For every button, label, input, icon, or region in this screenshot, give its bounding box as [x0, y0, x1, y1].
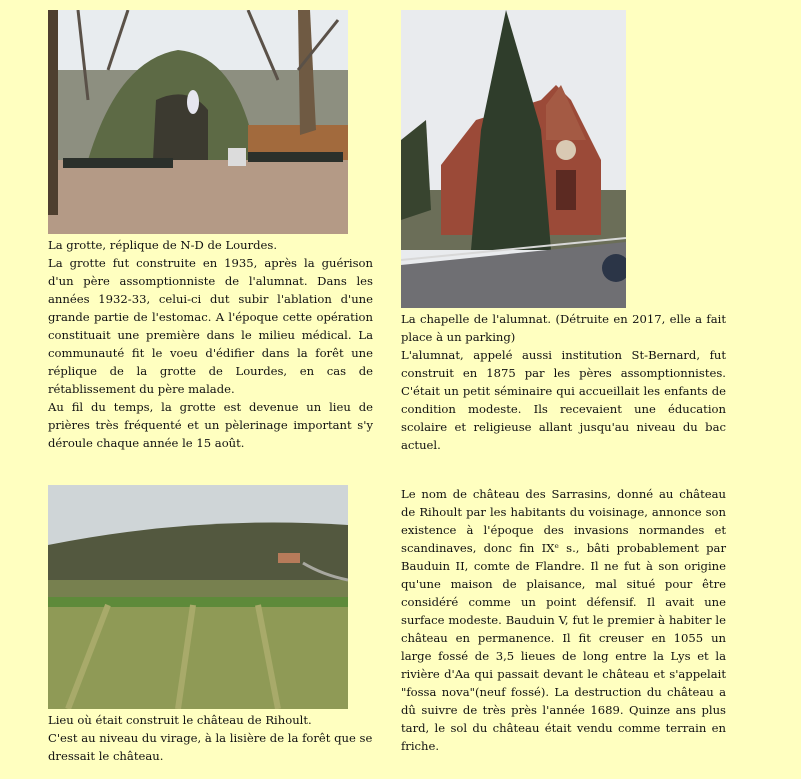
photo-chateau-rihoult — [48, 485, 348, 709]
chateau-history-paragraph: Le nom de château des Sarrasins, donné au château de Rihoult par les habitants du voisinage, annonce son existence à l'époque des invasions normandes et scandinaves, donc fin IXᵉ s., bâti probablement par Bauduin II, comte de Flandre. Il ne fut à son origine qu'une maison de plaisance, mal situé pour être considéré comme un point défensif. Il avait une surface modeste. Bauduin V, fut le premier à habiter le château en permanence. Il fit creuser en 1055 un large fossé de 3,5 lieues de long entre la Lys et la rivière d'Aa qui passait devant le château et s'appelait "fossa nova"(neuf fossé). La destruction du château a dû suivre de très près l'année 1689. Quinze ans plus tard, le sol du château était vendu comme terrain en friche. — [401, 487, 726, 753]
photo-chapelle — [401, 10, 626, 308]
chateau-history-text — [401, 485, 726, 755]
chateau-paragraph-1: C'est au niveau du virage, à la lisière de la forêt que se dressait le château. — [48, 731, 373, 763]
chapelle-text — [401, 310, 726, 454]
chateau-caption-block — [48, 711, 378, 765]
grotte-paragraph-1: La grotte fut construite en 1935, après la guérison d'un père assomptionniste de l'alumnat. Dans les années 1932-33, celui-ci dut subir l'ablation d'une grande partie de l'estomac. A l'époque cette opération constituait une première dans le milieu médical. La communauté fit le voeu d'édifier dans la forêt une réplique de la grotte de Lourdes, en cas de rétablissement du père malade. — [48, 256, 373, 396]
chapelle-paragraph-1: L'alumnat, appelé aussi institution St-Bernard, fut construit en 1875 par les pères assomptionnistes. C'était un petit séminaire qui accueillait les enfants de condition modeste. Ils recevaient une éducation scolaire et religieuse allant jusqu'au niveau du bac actuel. — [401, 348, 726, 452]
chapelle-caption: La chapelle de l'alumnat. (Détruite en 2017, elle a fait place à un parking) — [401, 312, 726, 344]
photo-grotte — [48, 10, 348, 234]
grotte-text — [48, 236, 373, 452]
chateau-caption: Lieu où était construit le château de Rihoult. — [48, 713, 312, 727]
grotte-caption: La grotte, réplique de N-D de Lourdes. — [48, 238, 278, 252]
grotte-paragraph-2: Au fil du temps, la grotte est devenue un lieu de prières très fréquenté et un pèlerinage important s'y déroule chaque année le 15 août. — [48, 400, 373, 450]
